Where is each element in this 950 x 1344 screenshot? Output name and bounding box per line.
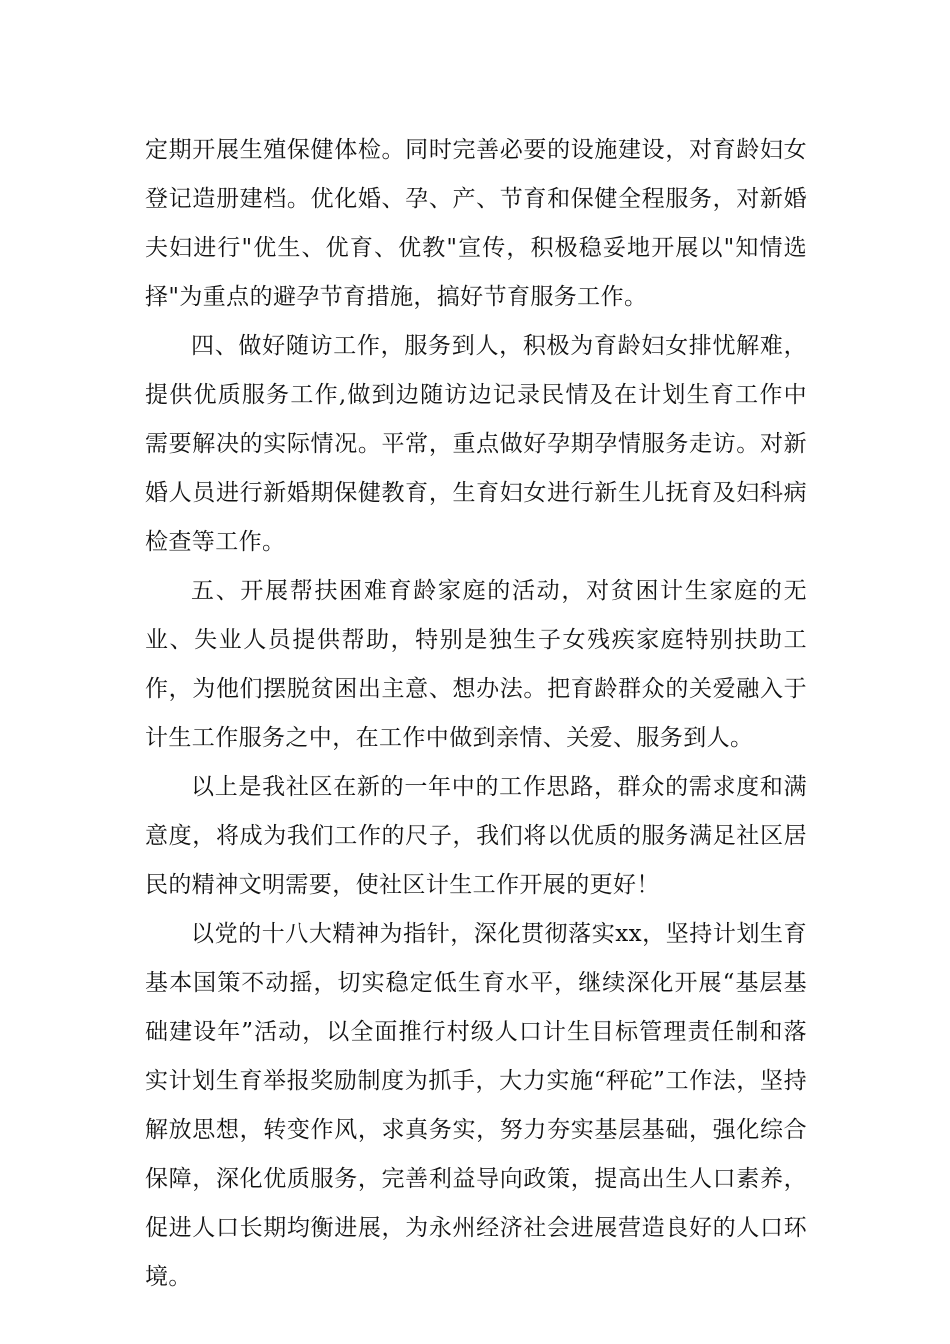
paragraph-summary: 以上是我社区在新的一年中的工作思路，群众的需求度和满意度，将成为我们工作的尺子，我们将以优质的服务满足社区居民的精神文明需要，使社区计生工作开展的更好！ [145, 774, 807, 898]
paragraph-guiding-principle: 以党的十八大精神为指针，深化贯彻落实xx，坚持计划生育基本国策不动摇，切实稳定低生育水平，继续深化开展“基层基础建设年”活动，以全面推行村级人口计生目标管理责任制和落实计划生育举报奖励制度为抓手，大力实施“秤砣”工作法，坚持解放思想，转变作风，求真务实，努力夯实基层基础，强化综合保障，深化优质服务，完善利益导向政策，提高出生人口素养，促进人口长期均衡进展，为永州经济社会进展营造良好的人口环境。 [145, 921, 807, 1290]
paragraph-item-five: 五、开展帮扶困难育龄家庭的活动，对贫困计生家庭的无业、失业人员提供帮助，特别是独生子女残疾家庭特别扶助工作，为他们摆脱贫困出主意、想办法。把育龄群众的关爱融入于计生工作服务之中，在工作中做到亲情、关爱、服务到人。 [145, 578, 807, 751]
document-body [145, 126, 807, 1302]
paragraph-continuation: 定期开展生殖保健体检。同时完善必要的设施建设，对育龄妇女登记造册建档。优化婚、孕、产、节育和保健全程服务，对新婚夫妇进行"优生、优育、优教"宣传，积极稳妥地开展以"知情选择"为重点的避孕节育措施，搞好节育服务工作。 [145, 137, 807, 310]
paragraph-item-four: 四、做好随访工作，服务到人，积极为育龄妇女排忧解难，提供优质服务工作,做到边随访边记录民情及在计划生育工作中需要解决的实际情况。平常，重点做好孕期孕情服务走访。对新婚人员进行新婚期保健教育，生育妇女进行新生儿抚育及妇科病检查等工作。 [145, 333, 807, 555]
